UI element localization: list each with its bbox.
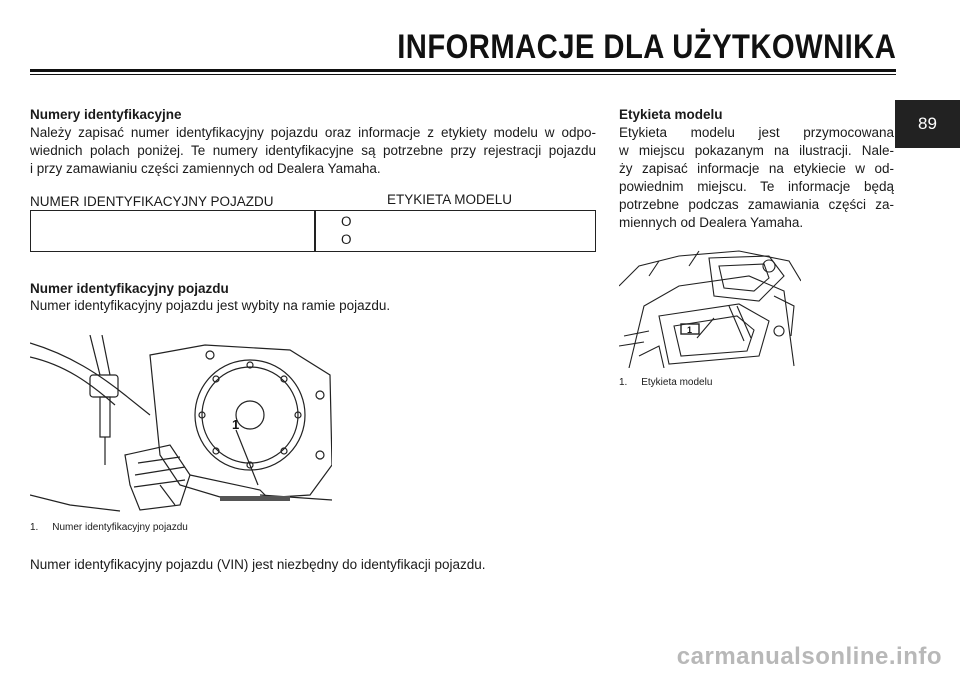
ident-heading: Numery identyfikacyjne [30,107,182,122]
model-line-1: Etykieta modelu jest przymocowana [619,125,894,140]
record-box [30,210,596,252]
vin-callout-number: 1 [232,417,240,432]
model-box-label: ETYKIETA MODELU [387,192,513,207]
header-rule-thin [30,74,896,75]
model-line-5: potrzebne podczas zamawiania części za- [619,197,894,212]
model-label-illustration [619,246,801,368]
vin-heading: Numer identyfikacyjny pojazdu [30,281,229,296]
model-line-2: w miejscu pokazanym na ilustracji. Nale- [619,143,894,158]
ident-line-2: wiednich polach poniżej. Te numery identyfikacyjne są potrzebne przy rejestracji pojazdu [30,143,596,158]
vin-note: Numer identyfikacyjny pojazdu (VIN) jest niezbędny do identyfikacji pojazdu. [30,557,486,572]
header-rule [30,69,896,72]
vin-caption: 1. Numer identyfikacyjny pojazdu [30,522,188,533]
model-callout-number: 1 [687,325,693,335]
model-caption: 1. Etykieta modelu [619,377,713,388]
record-mark-2: O [341,232,352,247]
model-heading: Etykieta modelu [619,107,723,122]
vin-illustration [30,335,332,515]
model-line-4: powiednim miejscu. Te informacje będą [619,179,894,194]
page-title: INFORMACJE DLA UŻYTKOWNIKA [396,28,896,66]
ident-line-1: Należy zapisać numer identyfikacyjny pojazdu oraz informacje z etykiety modelu w odpo- [30,125,596,140]
vin-text: Numer identyfikacyjny pojazdu jest wybity na ramie pojazdu. [30,298,391,313]
record-box-divider [314,211,316,251]
watermark: carmanualsonline.info [676,643,942,670]
record-mark-1: O [341,214,352,229]
vin-box-label: NUMER IDENTYFIKACYJNY POJAZDU [30,194,274,209]
model-line-6: miennych od Dealera Yamaha. [619,215,804,230]
page-number-tab: 89 [895,100,960,148]
ident-line-3: i przy zamawianiu części zamiennych od Dealera Yamaha. [30,161,381,176]
model-line-3: ży zapisać informacje na etykiecie w od- [619,161,894,176]
